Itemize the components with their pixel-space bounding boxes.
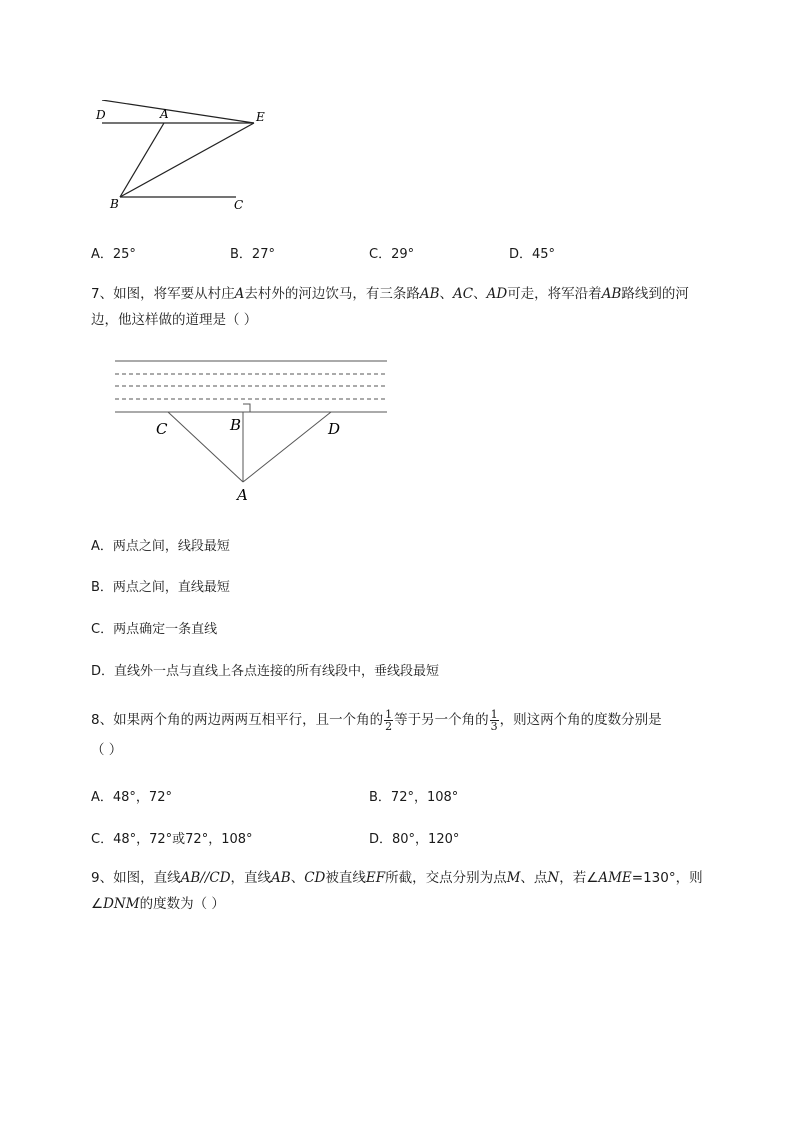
q7-option-b: B．两点之间，直线最短 bbox=[91, 580, 230, 595]
q9-text-6: ，若∠ bbox=[559, 870, 599, 886]
q6-option-d: D．45° bbox=[509, 247, 556, 262]
q9-text-3: 被直线 bbox=[325, 870, 366, 886]
q8-text-1: 8、如果两个角的两边两两互相平行，且一个角的 bbox=[91, 712, 384, 728]
q9-text-1: 9、如图，直线 bbox=[91, 870, 181, 886]
figure-z-angle bbox=[90, 100, 280, 218]
road-ad bbox=[243, 412, 331, 482]
q7-text-3: 可走，将军沿着 bbox=[507, 286, 602, 302]
q7-text-4: 路线到的河 bbox=[621, 286, 689, 302]
q8-option-c: C．48°，72°或72°，108° bbox=[91, 832, 253, 847]
q9-angle-dnm: DNM bbox=[103, 896, 140, 912]
q7-road-ab-2: AB bbox=[601, 286, 622, 302]
q9-angle-ame: AME bbox=[598, 870, 632, 886]
q7-text-2: 去村外的河边饮马，有三条路 bbox=[244, 286, 420, 302]
q9-line-ab-2: AB bbox=[271, 870, 291, 886]
q8-fraction-half bbox=[384, 709, 393, 732]
figure-river bbox=[110, 355, 395, 507]
q7-option-c: C．两点确定一条直线 bbox=[91, 622, 218, 637]
q9-point-n: N bbox=[547, 870, 560, 886]
q9-sep: 、 bbox=[290, 870, 305, 886]
q9-line-cd: CD bbox=[209, 870, 231, 886]
q9-text-2: ，直线 bbox=[230, 870, 272, 886]
q9-stem bbox=[91, 865, 731, 917]
q7-road-ab: AB bbox=[419, 286, 440, 302]
q7-road-ad: AD bbox=[486, 286, 508, 302]
q7-point-a: A bbox=[234, 286, 245, 302]
label-b: B bbox=[230, 416, 242, 434]
q9-angle-symbol: ∠ bbox=[91, 896, 104, 912]
q7-text-1: 7、如图，将军要从村庄 bbox=[91, 286, 235, 302]
label-d: D bbox=[96, 108, 106, 122]
label-c: C bbox=[156, 420, 168, 438]
line-de bbox=[102, 100, 254, 123]
q8-option-a: A．48°，72° bbox=[91, 790, 172, 805]
q9-line-ef: EF bbox=[365, 870, 386, 886]
q9-text-7: =130°，则 bbox=[631, 870, 703, 886]
q8-text-2: 等于另一个角的 bbox=[394, 712, 489, 728]
right-angle-mark bbox=[243, 404, 250, 412]
q9-text-5: 、点 bbox=[520, 870, 548, 886]
q9-parallel: // bbox=[200, 870, 210, 886]
segment-be bbox=[120, 123, 254, 197]
q7-road-ac: AC bbox=[453, 286, 474, 302]
q7-sep-1: 、 bbox=[439, 286, 454, 302]
q8-line-2: （ ） bbox=[91, 742, 123, 758]
label-c: C bbox=[234, 198, 244, 212]
label-a: A bbox=[237, 486, 248, 504]
q8-frac1-den: 2 bbox=[385, 719, 393, 733]
label-e: E bbox=[256, 110, 265, 124]
q8-fraction-third bbox=[490, 709, 499, 732]
q9-line-cd-2: CD bbox=[304, 870, 326, 886]
q8-option-b: B．72°，108° bbox=[369, 790, 459, 805]
q6-option-b: B．27° bbox=[230, 247, 275, 262]
q8-text-3: ，则这两个角的度数分别是 bbox=[499, 712, 662, 728]
label-d: D bbox=[328, 420, 341, 438]
segment-ab bbox=[120, 123, 164, 197]
q7-option-d: D．直线外一点与直线上各点连接的所有线段中，垂线段最短 bbox=[91, 664, 440, 679]
q8-stem bbox=[91, 705, 731, 765]
q9-line-2-end: 的度数为（ ） bbox=[139, 896, 225, 912]
q7-stem bbox=[91, 281, 731, 333]
q9-point-m: M bbox=[506, 870, 521, 886]
q8-option-d: D．80°，120° bbox=[369, 832, 460, 847]
q7-line-2: 边，他这样做的道理是（ ） bbox=[91, 312, 258, 328]
q6-option-a: A．25° bbox=[91, 247, 136, 262]
q8-frac1-num: 1 bbox=[385, 707, 393, 721]
q9-text-4: 所截，交点分别为点 bbox=[385, 870, 507, 886]
q8-frac2-den: 3 bbox=[490, 719, 498, 733]
q7-option-a: A．两点之间，线段最短 bbox=[91, 539, 230, 554]
q7-sep-2: 、 bbox=[473, 286, 487, 302]
q6-option-c: C．29° bbox=[369, 247, 415, 262]
q8-frac2-num: 1 bbox=[490, 707, 498, 721]
label-b: B bbox=[110, 197, 119, 211]
label-a: A bbox=[160, 107, 169, 121]
q9-line-ab: AB bbox=[180, 870, 201, 886]
